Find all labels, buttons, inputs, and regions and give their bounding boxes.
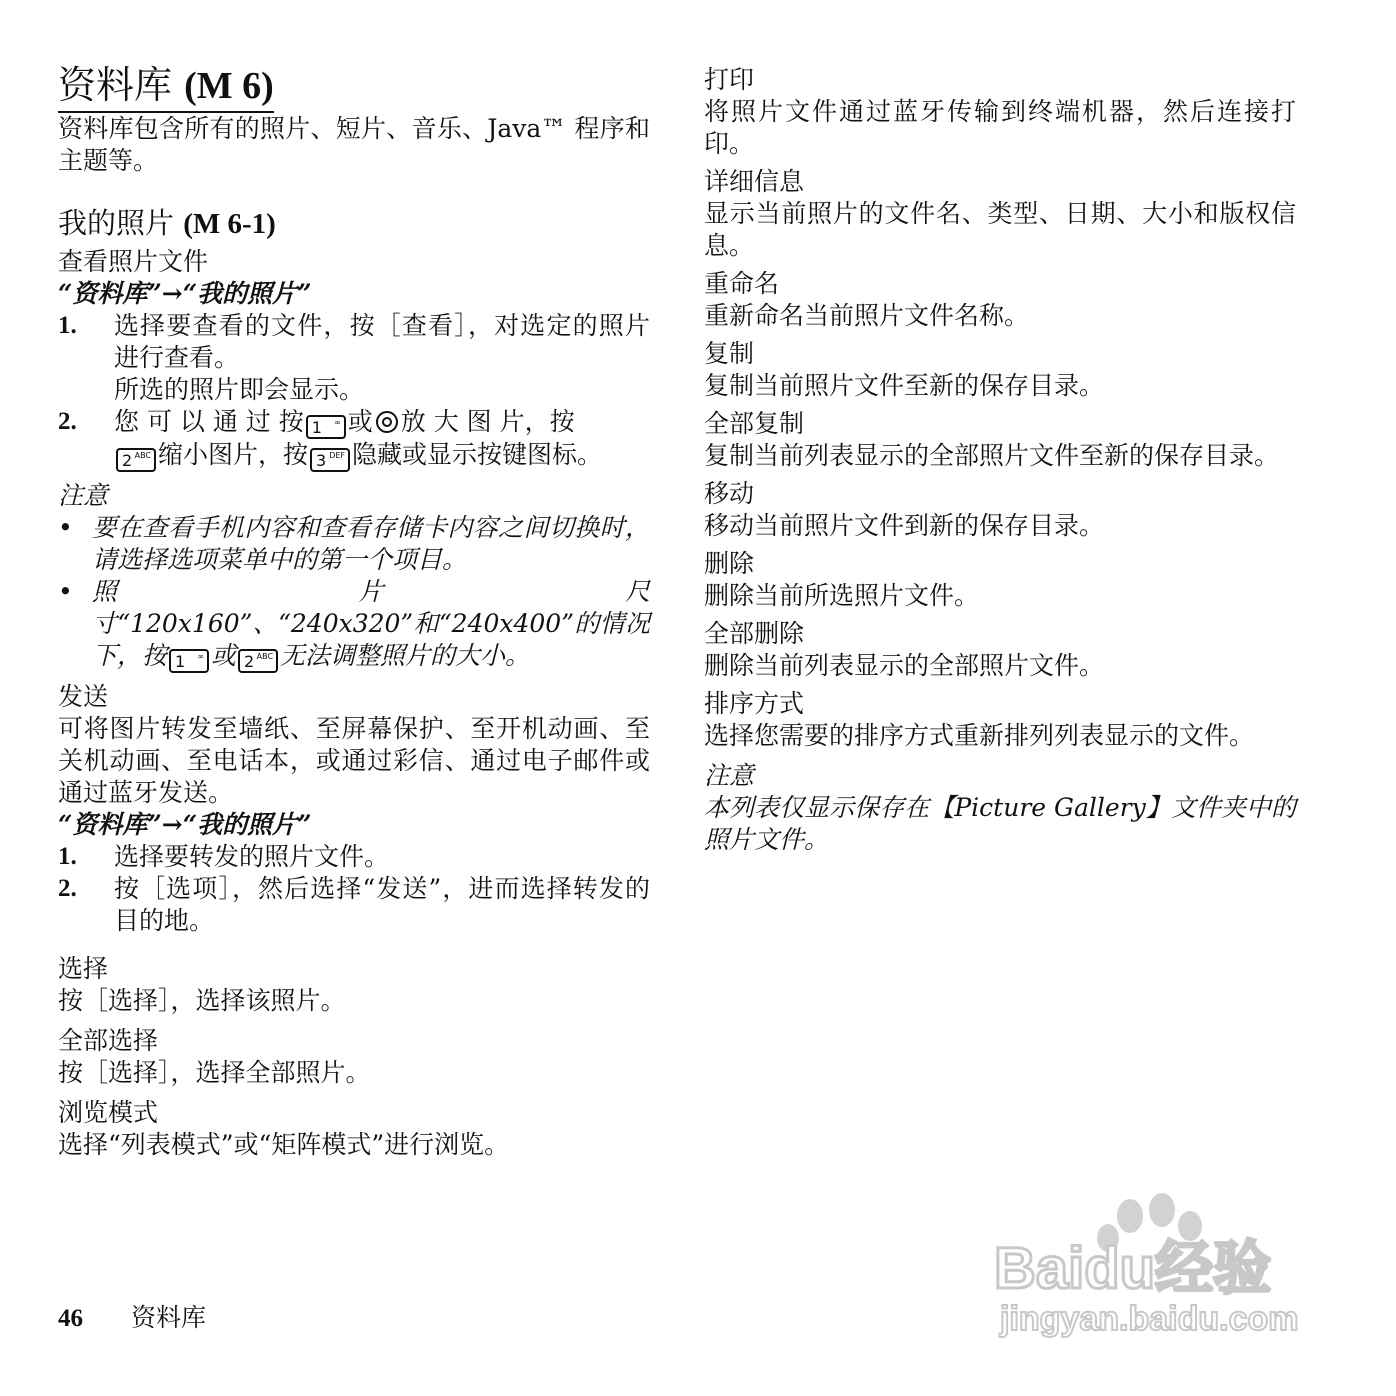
step-number: 1. bbox=[58, 312, 77, 339]
sort-heading: 排序方式 bbox=[704, 689, 805, 718]
key-label: 1 bbox=[175, 652, 186, 671]
view-step-1 bbox=[58, 310, 650, 406]
key-label: 2 bbox=[122, 451, 133, 470]
step-text-part: 或 bbox=[347, 407, 373, 436]
left-column bbox=[58, 62, 676, 1161]
note-text-part: 或 bbox=[211, 641, 237, 670]
delete-heading: 删除 bbox=[704, 549, 755, 578]
key-3-icon bbox=[310, 448, 350, 472]
delete-body: 删除当前所选照片文件。 bbox=[704, 581, 980, 610]
key-sublabel: ABC bbox=[134, 451, 151, 460]
key-sublabel: ∞ bbox=[334, 418, 341, 427]
copy-heading: 复制 bbox=[704, 339, 755, 368]
send-step-1 bbox=[58, 841, 650, 873]
note-text-part: 无法调整照片的大小。 bbox=[280, 641, 531, 670]
delete-all-body: 删除当前列表显示的全部照片文件。 bbox=[704, 651, 1105, 680]
select-all-heading: 全部选择 bbox=[58, 1026, 159, 1055]
key-1-icon bbox=[306, 415, 346, 439]
print-heading: 打印 bbox=[704, 65, 755, 94]
send-step-2 bbox=[58, 873, 650, 937]
delete-all-heading: 全部删除 bbox=[704, 619, 805, 648]
page-footer bbox=[58, 1302, 206, 1335]
copy-all-body: 复制当前列表显示的全部照片文件至新的保存目录。 bbox=[704, 441, 1280, 470]
note-label: 注意 bbox=[704, 761, 755, 790]
key-2-icon bbox=[238, 649, 278, 673]
copy-body: 复制当前照片文件至新的保存目录。 bbox=[704, 371, 1105, 400]
send-steps bbox=[58, 841, 650, 937]
note-text: 要在查看手机内容和查看存储卡内容之间切换时，请选择选项菜单中的第一个项目。 bbox=[92, 513, 650, 574]
print-body: 将照片文件通过蓝牙传输到终端机器，然后连接打印。 bbox=[704, 97, 1296, 158]
section-title-code: (M 6-1) bbox=[183, 208, 276, 240]
key-2-icon bbox=[116, 448, 156, 472]
step-text-part: 放 大 图 片，按 bbox=[400, 407, 575, 436]
select-all-body: 按［选择］，选择全部照片。 bbox=[58, 1058, 371, 1087]
note-item-1 bbox=[58, 512, 650, 576]
step-number: 1. bbox=[58, 843, 77, 870]
intro-text: 资料库包含所有的照片、短片、音乐、Java™ 程序和主题等。 bbox=[58, 114, 650, 175]
sort-body: 选择您需要的排序方式重新排列列表显示的文件。 bbox=[704, 721, 1255, 750]
footer-section: 资料库 bbox=[130, 1303, 206, 1332]
select-body: 按［选择］，选择该照片。 bbox=[58, 986, 346, 1015]
browse-body: 选择“列表模式”或“矩阵模式”进行浏览。 bbox=[58, 1130, 510, 1159]
step-text: 按［选项］，然后选择“发送”，进而选择转发的目的地。 bbox=[114, 874, 650, 935]
send-heading: 发送 bbox=[58, 682, 109, 711]
rename-heading: 重命名 bbox=[704, 269, 780, 298]
page-title-text: 资料库 bbox=[58, 63, 173, 107]
note-text bbox=[92, 576, 676, 673]
section-title-text: 我的照片 bbox=[58, 206, 175, 240]
view-step-2 bbox=[58, 406, 650, 472]
page-title-code: (M 6) bbox=[184, 65, 274, 107]
send-path: “资料库”→“我的照片” bbox=[58, 810, 312, 839]
key-label: 1 bbox=[311, 418, 322, 437]
key-label: 3 bbox=[316, 451, 327, 470]
step-number: 2. bbox=[58, 408, 77, 435]
note-item-2 bbox=[58, 576, 676, 673]
view-path: “资料库”→“我的照片” bbox=[58, 279, 312, 308]
step-text-sub: 所选的照片即会显示。 bbox=[114, 375, 365, 404]
browse-heading: 浏览模式 bbox=[58, 1098, 159, 1127]
note-body: 本列表仅显示保存在【Picture Gallery】文件夹中的照片文件。 bbox=[704, 793, 1296, 854]
right-column bbox=[704, 64, 1296, 856]
step-text-part: 缩小图片，按 bbox=[158, 440, 309, 469]
key-sublabel: DEF bbox=[329, 451, 346, 460]
select-heading: 选择 bbox=[58, 954, 109, 983]
view-steps bbox=[58, 310, 650, 472]
view-heading: 查看照片文件 bbox=[58, 247, 209, 276]
move-heading: 移动 bbox=[704, 479, 755, 508]
section-title bbox=[58, 205, 650, 242]
step-text-part: 隐藏或显示按键图标。 bbox=[352, 440, 603, 469]
watermark-url: jingyan.baidu.com bbox=[1000, 1300, 1299, 1338]
watermark-brand: Baidu经验 bbox=[994, 1236, 1272, 1301]
step-number: 2. bbox=[58, 875, 77, 902]
bullet: • bbox=[58, 577, 73, 606]
nav-key-icon bbox=[376, 411, 398, 433]
note-text-part: 照 片 尺 寸“120x160”、“240x320”和“240x400”的情况下，按 bbox=[92, 577, 676, 670]
page-number: 46 bbox=[58, 1305, 83, 1332]
step-text-main: 选择要查看的文件，按［查看］，对选定的照片进行查看。 bbox=[114, 311, 650, 372]
baidu-watermark-logo bbox=[990, 1188, 1320, 1338]
step-text: 选择要转发的照片文件。 bbox=[114, 842, 390, 871]
note-list bbox=[58, 512, 676, 673]
details-body: 显示当前照片的文件名、类型、日期、大小和版权信息。 bbox=[704, 199, 1296, 260]
key-label: 2 bbox=[244, 652, 255, 671]
key-sublabel: ∞ bbox=[197, 652, 205, 661]
key-sublabel: ABC bbox=[256, 652, 274, 661]
move-body: 移动当前照片文件到新的保存目录。 bbox=[704, 511, 1105, 540]
copy-all-heading: 全部复制 bbox=[704, 409, 805, 438]
note-label: 注意 bbox=[58, 481, 109, 510]
key-1-icon bbox=[169, 649, 209, 673]
step-text bbox=[114, 310, 650, 406]
step-text bbox=[114, 406, 650, 472]
details-heading: 详细信息 bbox=[704, 167, 805, 196]
rename-body: 重新命名当前照片文件名称。 bbox=[704, 301, 1030, 330]
page-title bbox=[58, 62, 274, 113]
bullet: • bbox=[58, 513, 73, 542]
send-body: 可将图片转发至墙纸、至屏幕保护、至开机动画、至关机动画、至电话本，或通过彩信、通过电子邮件或通过蓝牙发送。 bbox=[58, 714, 650, 807]
step-text-part: 您 可 以 通 过 按 bbox=[114, 407, 304, 436]
